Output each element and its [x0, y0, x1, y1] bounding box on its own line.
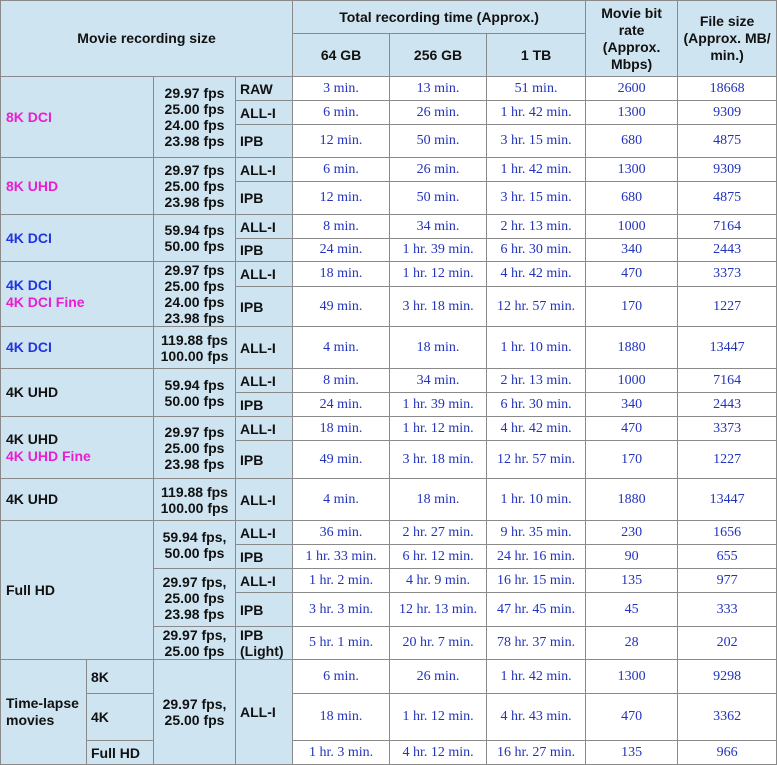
value-cell: 1 hr. 12 min. — [390, 694, 487, 741]
value-cell: 680 — [586, 125, 678, 158]
value-cell: 9309 — [678, 158, 777, 182]
compression-cell: ALL-I — [236, 158, 293, 182]
value-cell: 1880 — [586, 479, 678, 521]
compression-cell: IPB — [236, 393, 293, 417]
compression-cell: ALL-I — [236, 262, 293, 287]
table-row — [1, 327, 777, 369]
frame-rate-label: 119.88 fps — [161, 483, 228, 500]
compression-cell: IPB — [236, 125, 293, 158]
frame-rate-cell — [154, 521, 236, 569]
value-cell: 18 min. — [293, 262, 390, 287]
value-cell: 2 hr. 13 min. — [487, 369, 586, 393]
frame-rate-cell — [154, 479, 236, 521]
value-cell: 12 min. — [293, 182, 390, 215]
value-cell: 470 — [586, 694, 678, 741]
value-cell: 18 min. — [390, 327, 487, 369]
value-cell: 4 hr. 42 min. — [487, 262, 586, 287]
size-label: Full HD — [6, 581, 55, 598]
frame-rate-label: 24.00 fps — [164, 294, 225, 310]
timelapse-size-cell: 8K — [87, 660, 154, 694]
frame-rate-label: 59.94 fps, — [162, 528, 227, 545]
value-cell: 8 min. — [293, 215, 390, 239]
value-cell: 50 min. — [390, 125, 487, 158]
value-cell: 3373 — [678, 417, 777, 441]
frame-rate-label: 25.00 fps — [164, 712, 225, 728]
size-group-label — [1, 417, 154, 479]
table-row — [1, 741, 777, 765]
value-cell: 7164 — [678, 215, 777, 239]
timelapse-size-cell: Full HD — [87, 741, 154, 765]
table-row — [1, 262, 777, 287]
table-body — [1, 77, 777, 765]
value-cell: 49 min. — [293, 287, 390, 327]
value-cell: 12 hr. 13 min. — [390, 593, 487, 627]
value-cell: 3373 — [678, 262, 777, 287]
size-label: 8K DCI — [6, 108, 52, 125]
compression-cell: ALL-I — [236, 660, 293, 765]
frame-rate-label: 29.97 fps, — [162, 573, 227, 590]
bitrate-header: Movie bit rate (Approx. Mbps) — [586, 1, 678, 77]
value-cell: 340 — [586, 393, 678, 417]
total-recording-time-header: Total recording time (Approx.) — [293, 1, 586, 34]
value-cell: 1 hr. 3 min. — [293, 741, 390, 765]
value-cell: 4875 — [678, 125, 777, 158]
value-cell: 2443 — [678, 393, 777, 417]
size-group-label — [1, 369, 154, 417]
size-group-label — [1, 77, 154, 158]
value-cell: 3362 — [678, 694, 777, 741]
frame-rate-label: 24.00 fps — [164, 117, 225, 133]
compression-cell: ALL-I — [236, 327, 293, 369]
value-cell: 1300 — [586, 101, 678, 125]
value-cell: 9298 — [678, 660, 777, 694]
value-cell: 47 hr. 45 min. — [487, 593, 586, 627]
value-cell: 7164 — [678, 369, 777, 393]
compression-cell: IPB — [236, 441, 293, 479]
value-cell: 1 hr. 12 min. — [390, 262, 487, 287]
value-cell: 4 hr. 42 min. — [487, 417, 586, 441]
table-row — [1, 215, 777, 239]
value-cell: 20 hr. 7 min. — [390, 627, 487, 660]
value-cell: 3 hr. 18 min. — [390, 441, 487, 479]
value-cell: 655 — [678, 545, 777, 569]
frame-rate-cell — [154, 627, 236, 660]
capacity-256gb-header: 256 GB — [390, 34, 487, 77]
compression-cell: RAW — [236, 77, 293, 101]
compression-cell: ALL-I — [236, 215, 293, 239]
value-cell: 6 min. — [293, 101, 390, 125]
frame-rate-cell — [154, 262, 236, 327]
value-cell: 1880 — [586, 327, 678, 369]
frame-rate-label: 59.94 fps — [164, 376, 225, 393]
value-cell: 16 hr. 15 min. — [487, 569, 586, 593]
value-cell: 2443 — [678, 239, 777, 262]
frame-rate-label: 25.00 fps — [164, 589, 225, 606]
size-label: 4K DCI — [6, 339, 52, 355]
value-cell: 34 min. — [390, 215, 487, 239]
value-cell: 470 — [586, 262, 678, 287]
frame-rate-cell — [154, 660, 236, 765]
value-cell: 1 hr. 42 min. — [487, 101, 586, 125]
value-cell: 8 min. — [293, 369, 390, 393]
frame-rate-label: 50.00 fps — [164, 544, 225, 561]
frame-rate-label: 100.00 fps — [160, 347, 229, 364]
frame-rate-label: 23.98 fps — [164, 194, 225, 210]
value-cell: 230 — [586, 521, 678, 545]
compression-cell: ALL-I — [236, 417, 293, 441]
frame-rate-label: 59.94 fps — [164, 222, 225, 238]
size-group-label — [1, 521, 154, 660]
frame-rate-label: 23.98 fps — [164, 133, 225, 149]
compression-cell: ALL-I — [236, 569, 293, 593]
value-cell: 5 hr. 1 min. — [293, 627, 390, 660]
value-cell: 333 — [678, 593, 777, 627]
value-cell: 3 min. — [293, 77, 390, 101]
value-cell: 1656 — [678, 521, 777, 545]
value-cell: 26 min. — [390, 101, 487, 125]
value-cell: 45 — [586, 593, 678, 627]
value-cell: 26 min. — [390, 660, 487, 694]
compression-label: IPB — [240, 627, 264, 643]
value-cell: 1300 — [586, 158, 678, 182]
value-cell: 1300 — [586, 660, 678, 694]
timelapse-size-cell: 4K — [87, 694, 154, 741]
value-cell: 1 hr. 39 min. — [390, 393, 487, 417]
size-group-label — [1, 215, 154, 262]
value-cell: 3 hr. 18 min. — [390, 287, 487, 327]
value-cell: 4 hr. 12 min. — [390, 741, 487, 765]
value-cell: 1 hr. 10 min. — [487, 327, 586, 369]
value-cell: 18668 — [678, 77, 777, 101]
frame-rate-label: 25.00 fps — [164, 178, 225, 194]
value-cell: 1 hr. 42 min. — [487, 660, 586, 694]
size-group-label — [1, 479, 154, 521]
size-label: 4K UHD — [6, 384, 59, 400]
capacity-64gb-header: 64 GB — [293, 34, 390, 77]
timelapse-label-line: movies — [6, 712, 55, 728]
frame-rate-label: 25.00 fps — [164, 643, 225, 659]
value-cell: 28 — [586, 627, 678, 660]
compression-cell: IPB — [236, 239, 293, 262]
frame-rate-label: 50.00 fps — [164, 238, 225, 254]
movie-recording-size-header: Movie recording size — [1, 1, 293, 77]
value-cell: 36 min. — [293, 521, 390, 545]
value-cell: 34 min. — [390, 369, 487, 393]
table-row — [1, 479, 777, 521]
value-cell: 49 min. — [293, 441, 390, 479]
frame-rate-label: 25.00 fps — [164, 101, 225, 117]
value-cell: 170 — [586, 441, 678, 479]
value-cell: 24 min. — [293, 393, 390, 417]
compression-cell — [236, 627, 293, 660]
size-group-label — [1, 262, 154, 327]
value-cell: 1 hr. 12 min. — [390, 417, 487, 441]
value-cell: 1 hr. 2 min. — [293, 569, 390, 593]
size-group-label — [1, 327, 154, 369]
table-row — [1, 158, 777, 182]
value-cell: 135 — [586, 569, 678, 593]
value-cell: 1 hr. 42 min. — [487, 158, 586, 182]
size-label: 4K UHD — [6, 430, 59, 447]
value-cell: 3 hr. 15 min. — [487, 182, 586, 215]
value-cell: 2 hr. 27 min. — [390, 521, 487, 545]
value-cell: 1 hr. 10 min. — [487, 479, 586, 521]
table-row — [1, 369, 777, 393]
table-row — [1, 521, 777, 545]
compression-cell: IPB — [236, 287, 293, 327]
compression-label: (Light) — [240, 643, 284, 659]
size-label: 4K DCI — [6, 277, 52, 293]
frame-rate-cell — [154, 417, 236, 479]
value-cell: 977 — [678, 569, 777, 593]
value-cell: 3 hr. 3 min. — [293, 593, 390, 627]
value-cell: 24 hr. 16 min. — [487, 545, 586, 569]
compression-cell: IPB — [236, 182, 293, 215]
frame-rate-cell — [154, 77, 236, 158]
compression-cell: ALL-I — [236, 479, 293, 521]
value-cell: 3 hr. 15 min. — [487, 125, 586, 158]
frame-rate-cell — [154, 158, 236, 215]
value-cell: 1 hr. 39 min. — [390, 239, 487, 262]
value-cell: 12 hr. 57 min. — [487, 287, 586, 327]
compression-cell: IPB — [236, 593, 293, 627]
compression-cell: ALL-I — [236, 369, 293, 393]
frame-rate-label: 29.97 fps — [164, 162, 225, 178]
value-cell: 18 min. — [293, 417, 390, 441]
table-row — [1, 694, 777, 741]
value-cell: 12 hr. 57 min. — [487, 441, 586, 479]
value-cell: 9 hr. 35 min. — [487, 521, 586, 545]
value-cell: 170 — [586, 287, 678, 327]
value-cell: 966 — [678, 741, 777, 765]
frame-rate-label: 29.97 fps — [164, 423, 225, 440]
value-cell: 24 min. — [293, 239, 390, 262]
frame-rate-label: 29.97 fps, — [162, 627, 227, 643]
table-row — [1, 660, 777, 694]
frame-rate-label: 29.97 fps — [164, 262, 225, 278]
value-cell: 4 min. — [293, 327, 390, 369]
value-cell: 13447 — [678, 327, 777, 369]
compression-cell: ALL-I — [236, 521, 293, 545]
frame-rate-label: 25.00 fps — [164, 278, 225, 294]
frame-rate-label: 23.98 fps — [164, 605, 225, 622]
value-cell: 16 hr. 27 min. — [487, 741, 586, 765]
size-label: 4K DCI — [6, 229, 52, 246]
table-row — [1, 77, 777, 101]
frame-rate-cell — [154, 369, 236, 417]
value-cell: 2600 — [586, 77, 678, 101]
compression-cell: IPB — [236, 545, 293, 569]
value-cell: 90 — [586, 545, 678, 569]
table-row — [1, 417, 777, 441]
value-cell: 4875 — [678, 182, 777, 215]
size-label: 4K DCI Fine — [6, 294, 85, 310]
value-cell: 6 hr. 12 min. — [390, 545, 487, 569]
value-cell: 6 hr. 30 min. — [487, 239, 586, 262]
compression-cell: ALL-I — [236, 101, 293, 125]
value-cell: 13 min. — [390, 77, 487, 101]
value-cell: 6 min. — [293, 660, 390, 694]
frame-rate-cell — [154, 569, 236, 627]
value-cell: 1000 — [586, 369, 678, 393]
value-cell: 18 min. — [293, 694, 390, 741]
value-cell: 50 min. — [390, 182, 487, 215]
size-label: 8K UHD — [6, 177, 59, 194]
size-label: 4K UHD — [6, 491, 59, 507]
frame-rate-label: 23.98 fps — [164, 455, 225, 472]
value-cell: 1 hr. 33 min. — [293, 545, 390, 569]
value-cell: 78 hr. 37 min. — [487, 627, 586, 660]
value-cell: 4 min. — [293, 479, 390, 521]
value-cell: 340 — [586, 239, 678, 262]
value-cell: 470 — [586, 417, 678, 441]
value-cell: 4 hr. 43 min. — [487, 694, 586, 741]
size-label: 4K UHD Fine — [6, 447, 91, 464]
timelapse-label — [1, 660, 87, 765]
value-cell: 2 hr. 13 min. — [487, 215, 586, 239]
value-cell: 202 — [678, 627, 777, 660]
frame-rate-label: 50.00 fps — [164, 392, 225, 409]
capacity-1tb-header: 1 TB — [487, 34, 586, 77]
frame-rate-label: 23.98 fps — [164, 310, 225, 326]
frame-rate-label: 25.00 fps — [164, 439, 225, 456]
timelapse-label-line: Time-lapse — [6, 695, 79, 711]
value-cell: 18 min. — [390, 479, 487, 521]
value-cell: 1227 — [678, 287, 777, 327]
size-group-label — [1, 158, 154, 215]
value-cell: 135 — [586, 741, 678, 765]
value-cell: 4 hr. 9 min. — [390, 569, 487, 593]
value-cell: 1227 — [678, 441, 777, 479]
value-cell: 12 min. — [293, 125, 390, 158]
value-cell: 26 min. — [390, 158, 487, 182]
filesize-header: File size (Approx. MB/ min.) — [678, 1, 777, 77]
value-cell: 680 — [586, 182, 678, 215]
frame-rate-label: 100.00 fps — [160, 499, 229, 516]
frame-rate-label: 29.97 fps, — [162, 696, 227, 712]
value-cell: 1000 — [586, 215, 678, 239]
value-cell: 6 hr. 30 min. — [487, 393, 586, 417]
value-cell: 6 min. — [293, 158, 390, 182]
frame-rate-cell — [154, 215, 236, 262]
frame-rate-label: 29.97 fps — [164, 85, 225, 101]
frame-rate-label: 119.88 fps — [161, 331, 228, 348]
value-cell: 51 min. — [487, 77, 586, 101]
value-cell: 13447 — [678, 479, 777, 521]
frame-rate-cell — [154, 327, 236, 369]
value-cell: 9309 — [678, 101, 777, 125]
